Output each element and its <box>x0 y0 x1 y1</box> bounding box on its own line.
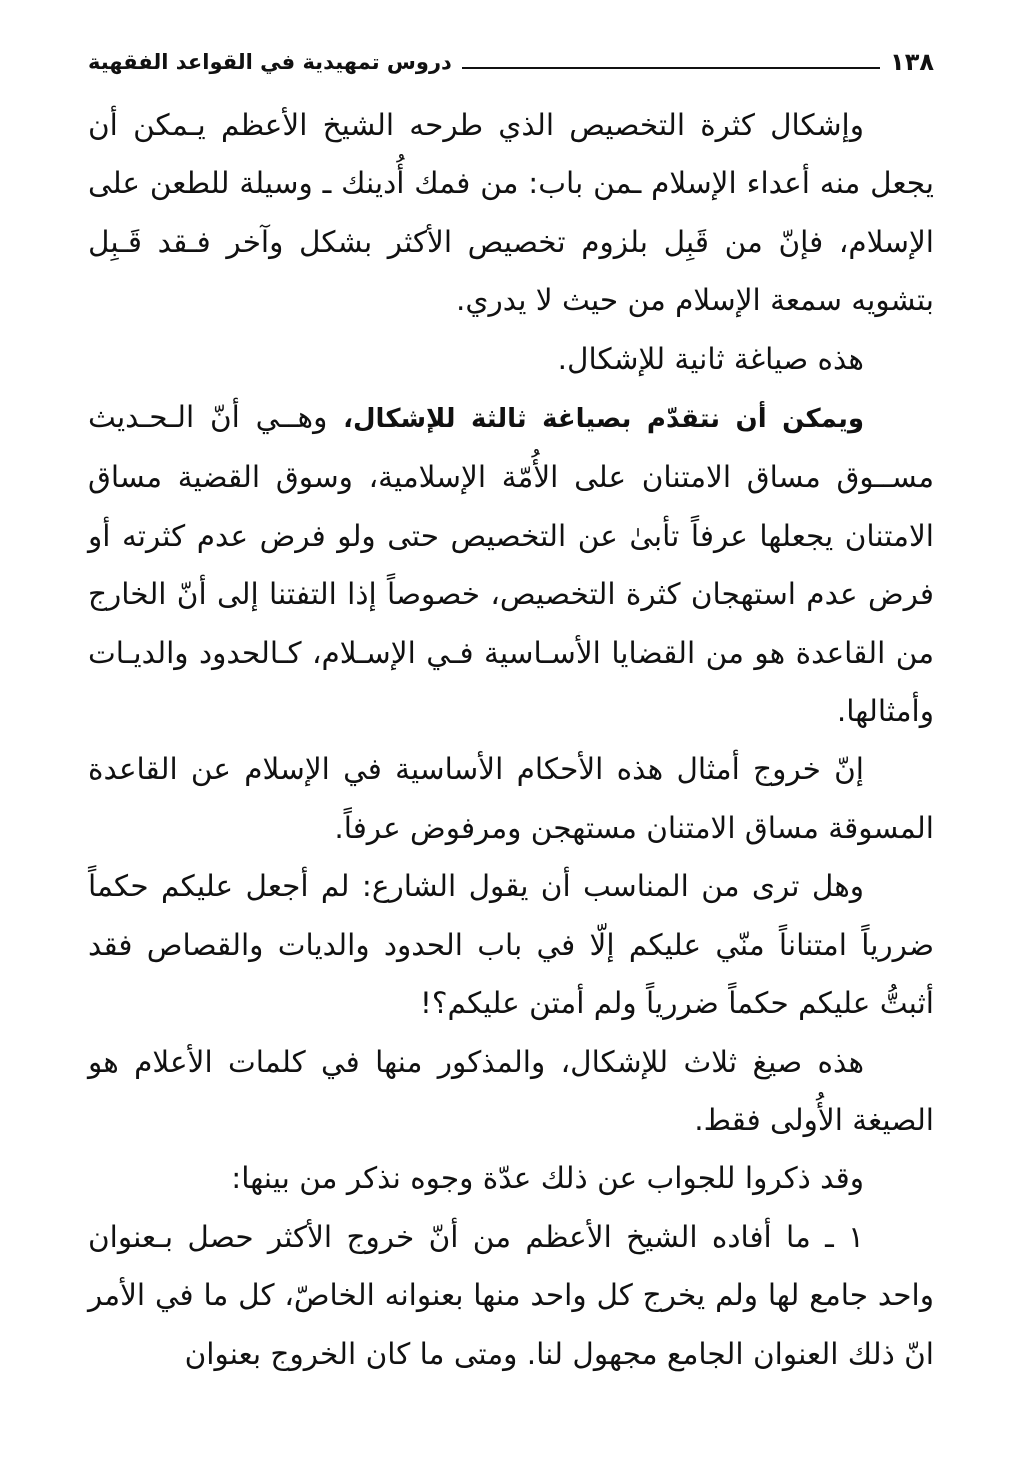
paragraph: وقد ذكروا للجواب عن ذلك عدّة وجوه نذكر من بينها: <box>231 1161 864 1196</box>
body-text <box>88 96 934 1383</box>
paragraph: هذه صيغ ثلاث للإشكال، والمذكور منها في كلمات الأعلام هو الصيغة الأُولى فقط. <box>88 1044 934 1137</box>
paragraph: ١ ـ ما أفاده الشيخ الأعظم من أنّ خروج الأكثر حصل بـعنوان واحد جامع لها ولم يخرج كل واحد منها بعنوانه الخاصّ، كل ما في الأمر انّ ذلك العنوان الجامع مجهول لنا. ومتى ما كان الخروج بعنوان <box>88 1219 934 1371</box>
running-title: دروس تمهيدية في القواعد الفقهية <box>88 50 452 74</box>
paragraph: وهل ترى من المناسب أن يقول الشارع: لم أجعل عليكم حكماً ضررياً امتناناً منّي عليكم إلّا في باب الحدود والديات والقصاص فقد أثبتُّ عليكم حكماً ضررياً ولم أمتن عليكم؟! <box>88 869 934 1021</box>
paragraph <box>88 388 934 740</box>
paragraph: وإشكال كثرة التخصيص الذي طرحه الشيخ الأعظم يـمكن أن يجعل منه أعداء الإسلام ـمن باب: من فمك أُدينك ـ وسيلة للطعن على الإسلام، فإنّ من قَبِل بلزوم تخصيص الأكثر بشكل وآخر فـقد قَـبِل بتشويه سمعة الإسلام من حيث لا يدري. <box>88 108 934 318</box>
paragraph: إنّ خروج أمثال هذه الأحكام الأساسية في الإسلام عن القاعدة المسوقة مساق الامتنان مستهجن ومرفوض عرفاً. <box>88 752 934 845</box>
page-number: ١٣٨ <box>890 48 934 76</box>
page-header <box>88 40 934 84</box>
paragraph: هذه صياغة ثانية للإشكال. <box>557 341 864 376</box>
bold-lead-phrase: ويمكن أن نتقدّم بصياغة ثالثة للإشكال، <box>343 404 864 435</box>
paragraph-text: وهــي أنّ الـحـديث مســوق مساق الامتنان على الأُمّة الإسلامية، وسوق القضية مساق الامتنان يجعلها عرفاً تأبىٰ عن التخصيص حتى ولو فرض عدم كثرته أو فرض عدم استهجان كثرة التخصيص، خصوصاً إذا التفتنا إلى أنّ الخارج من القاعدة هو من القضايا الأسـاسية فـي الإسـلام، كـالحدود والديـات وأمثالها. <box>88 400 934 729</box>
header-rule <box>462 67 880 69</box>
